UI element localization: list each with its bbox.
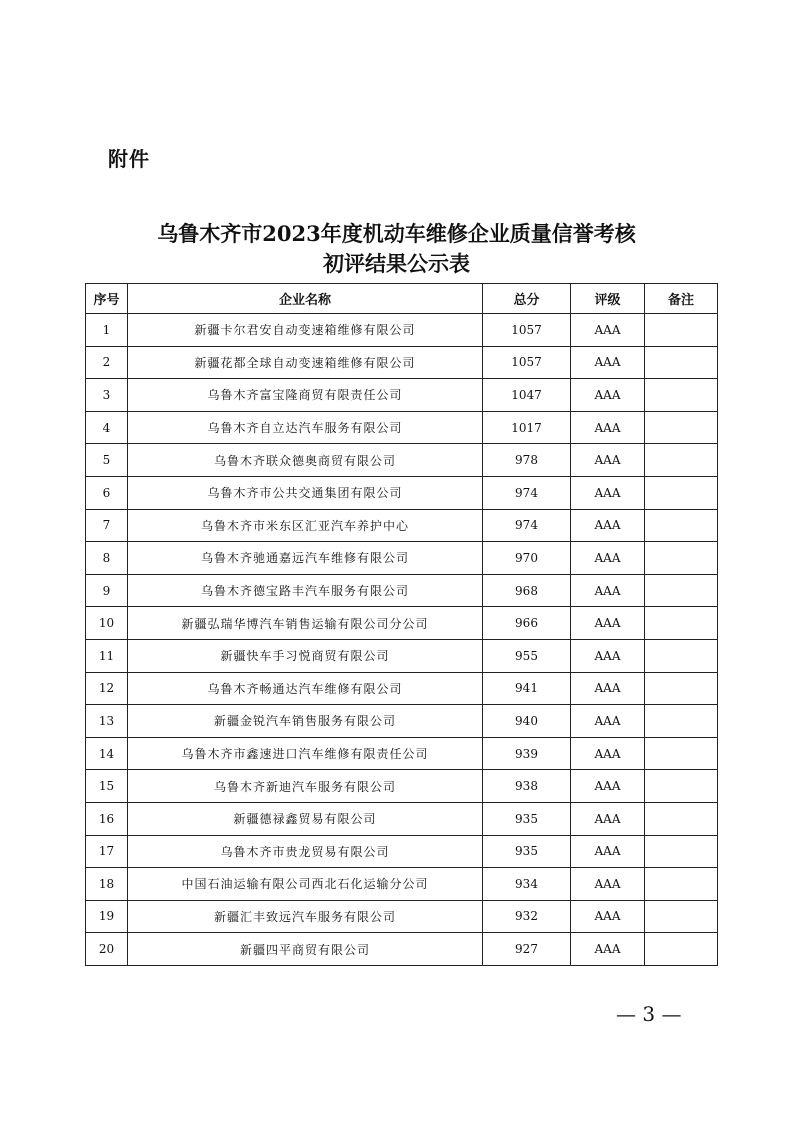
document-title-line-2: 初评结果公示表 xyxy=(323,251,470,276)
cell-rating: AAA xyxy=(571,346,645,379)
table-header-row xyxy=(86,284,718,314)
cell-rating: AAA xyxy=(571,639,645,672)
cell-serial-number: 20 xyxy=(86,933,128,966)
table-row xyxy=(86,639,718,672)
cell-serial-number: 13 xyxy=(86,705,128,738)
table-row xyxy=(86,900,718,933)
cell-remarks xyxy=(645,835,718,868)
cell-total-score: 941 xyxy=(483,672,571,705)
table-row xyxy=(86,802,718,835)
header-total-score: 总分 xyxy=(483,284,571,314)
table-row xyxy=(86,868,718,901)
cell-company-name: 乌鲁木齐畅通达汽车维修有限公司 xyxy=(128,672,483,705)
cell-total-score: 940 xyxy=(483,705,571,738)
table-row xyxy=(86,770,718,803)
table-row xyxy=(86,607,718,640)
cell-serial-number: 17 xyxy=(86,835,128,868)
table-row xyxy=(86,574,718,607)
cell-remarks xyxy=(645,868,718,901)
cell-total-score: 927 xyxy=(483,933,571,966)
cell-serial-number: 9 xyxy=(86,574,128,607)
cell-company-name: 乌鲁木齐德宝路丰汽车服务有限公司 xyxy=(128,574,483,607)
cell-total-score: 974 xyxy=(483,476,571,509)
table-row xyxy=(86,835,718,868)
header-rating: 评级 xyxy=(571,284,645,314)
cell-rating: AAA xyxy=(571,705,645,738)
table-row xyxy=(86,542,718,575)
table-row xyxy=(86,379,718,412)
cell-remarks xyxy=(645,770,718,803)
table-row xyxy=(86,705,718,738)
cell-company-name: 中国石油运输有限公司西北石化运输分公司 xyxy=(128,868,483,901)
cell-rating: AAA xyxy=(571,737,645,770)
cell-serial-number: 2 xyxy=(86,346,128,379)
header-serial-number: 序号 xyxy=(86,284,128,314)
cell-company-name: 新疆金锐汽车销售服务有限公司 xyxy=(128,705,483,738)
cell-remarks xyxy=(645,607,718,640)
cell-serial-number: 1 xyxy=(86,314,128,347)
cell-serial-number: 11 xyxy=(86,639,128,672)
table-row xyxy=(86,672,718,705)
table-row xyxy=(86,737,718,770)
cell-total-score: 938 xyxy=(483,770,571,803)
cell-total-score: 1057 xyxy=(483,346,571,379)
cell-serial-number: 15 xyxy=(86,770,128,803)
cell-total-score: 1017 xyxy=(483,411,571,444)
cell-remarks xyxy=(645,900,718,933)
cell-total-score: 932 xyxy=(483,900,571,933)
cell-remarks xyxy=(645,346,718,379)
cell-company-name: 新疆花都全球自动变速箱维修有限公司 xyxy=(128,346,483,379)
table-row xyxy=(86,411,718,444)
cell-company-name: 新疆卡尔君安自动变速箱维修有限公司 xyxy=(128,314,483,347)
cell-company-name: 乌鲁木齐联众德奥商贸有限公司 xyxy=(128,444,483,477)
cell-rating: AAA xyxy=(571,444,645,477)
cell-rating: AAA xyxy=(571,574,645,607)
cell-total-score: 1047 xyxy=(483,379,571,412)
cell-serial-number: 18 xyxy=(86,868,128,901)
cell-company-name: 乌鲁木齐自立达汽车服务有限公司 xyxy=(128,411,483,444)
cell-remarks xyxy=(645,542,718,575)
cell-remarks xyxy=(645,476,718,509)
table-row xyxy=(86,509,718,542)
cell-rating: AAA xyxy=(571,476,645,509)
cell-total-score: 939 xyxy=(483,737,571,770)
cell-company-name: 乌鲁木齐市鑫速进口汽车维修有限责任公司 xyxy=(128,737,483,770)
table-body xyxy=(86,314,718,966)
cell-serial-number: 6 xyxy=(86,476,128,509)
cell-rating: AAA xyxy=(571,379,645,412)
cell-total-score: 935 xyxy=(483,835,571,868)
cell-company-name: 乌鲁木齐市米东区汇亚汽车养护中心 xyxy=(128,509,483,542)
cell-serial-number: 16 xyxy=(86,802,128,835)
cell-remarks xyxy=(645,314,718,347)
cell-rating: AAA xyxy=(571,835,645,868)
header-company-name: 企业名称 xyxy=(128,284,483,314)
cell-rating: AAA xyxy=(571,509,645,542)
cell-company-name: 乌鲁木齐新迪汽车服务有限公司 xyxy=(128,770,483,803)
cell-total-score: 955 xyxy=(483,639,571,672)
cell-serial-number: 12 xyxy=(86,672,128,705)
cell-rating: AAA xyxy=(571,900,645,933)
attachment-label: 附件 xyxy=(108,147,150,171)
cell-serial-number: 14 xyxy=(86,737,128,770)
cell-serial-number: 8 xyxy=(86,542,128,575)
cell-remarks xyxy=(645,705,718,738)
cell-company-name: 新疆汇丰致远汽车服务有限公司 xyxy=(128,900,483,933)
cell-rating: AAA xyxy=(571,542,645,575)
cell-company-name: 乌鲁木齐市贵龙贸易有限公司 xyxy=(128,835,483,868)
cell-rating: AAA xyxy=(571,802,645,835)
cell-total-score: 968 xyxy=(483,574,571,607)
cell-rating: AAA xyxy=(571,933,645,966)
cell-rating: AAA xyxy=(571,770,645,803)
cell-total-score: 934 xyxy=(483,868,571,901)
cell-company-name: 新疆弘瑞华博汽车销售运输有限公司分公司 xyxy=(128,607,483,640)
table-row xyxy=(86,476,718,509)
cell-company-name: 乌鲁木齐市公共交通集团有限公司 xyxy=(128,476,483,509)
table-row xyxy=(86,444,718,477)
cell-company-name: 乌鲁木齐富宝隆商贸有限责任公司 xyxy=(128,379,483,412)
cell-serial-number: 5 xyxy=(86,444,128,477)
cell-serial-number: 7 xyxy=(86,509,128,542)
page-number: — 3 — xyxy=(616,1002,682,1026)
cell-serial-number: 19 xyxy=(86,900,128,933)
cell-remarks xyxy=(645,574,718,607)
cell-remarks xyxy=(645,737,718,770)
cell-remarks xyxy=(645,672,718,705)
cell-total-score: 966 xyxy=(483,607,571,640)
cell-remarks xyxy=(645,802,718,835)
cell-rating: AAA xyxy=(571,672,645,705)
cell-remarks xyxy=(645,933,718,966)
cell-remarks xyxy=(645,411,718,444)
cell-rating: AAA xyxy=(571,868,645,901)
cell-remarks xyxy=(645,509,718,542)
cell-rating: AAA xyxy=(571,607,645,640)
cell-total-score: 974 xyxy=(483,509,571,542)
document-title-line-1: 乌鲁木齐市2023年度机动车维修企业质量信誉考核 xyxy=(157,221,636,246)
results-table xyxy=(85,283,718,966)
header-remarks: 备注 xyxy=(645,284,718,314)
cell-total-score: 970 xyxy=(483,542,571,575)
cell-serial-number: 4 xyxy=(86,411,128,444)
cell-total-score: 978 xyxy=(483,444,571,477)
cell-serial-number: 3 xyxy=(86,379,128,412)
cell-total-score: 1057 xyxy=(483,314,571,347)
cell-remarks xyxy=(645,444,718,477)
cell-rating: AAA xyxy=(571,411,645,444)
cell-remarks xyxy=(645,379,718,412)
table-row xyxy=(86,933,718,966)
cell-serial-number: 10 xyxy=(86,607,128,640)
cell-total-score: 935 xyxy=(483,802,571,835)
cell-company-name: 新疆快车手习悦商贸有限公司 xyxy=(128,639,483,672)
cell-rating: AAA xyxy=(571,314,645,347)
cell-company-name: 乌鲁木齐驰通嘉远汽车维修有限公司 xyxy=(128,542,483,575)
table-row xyxy=(86,346,718,379)
cell-company-name: 新疆四平商贸有限公司 xyxy=(128,933,483,966)
cell-remarks xyxy=(645,639,718,672)
table-row xyxy=(86,314,718,347)
cell-company-name: 新疆德禄鑫贸易有限公司 xyxy=(128,802,483,835)
